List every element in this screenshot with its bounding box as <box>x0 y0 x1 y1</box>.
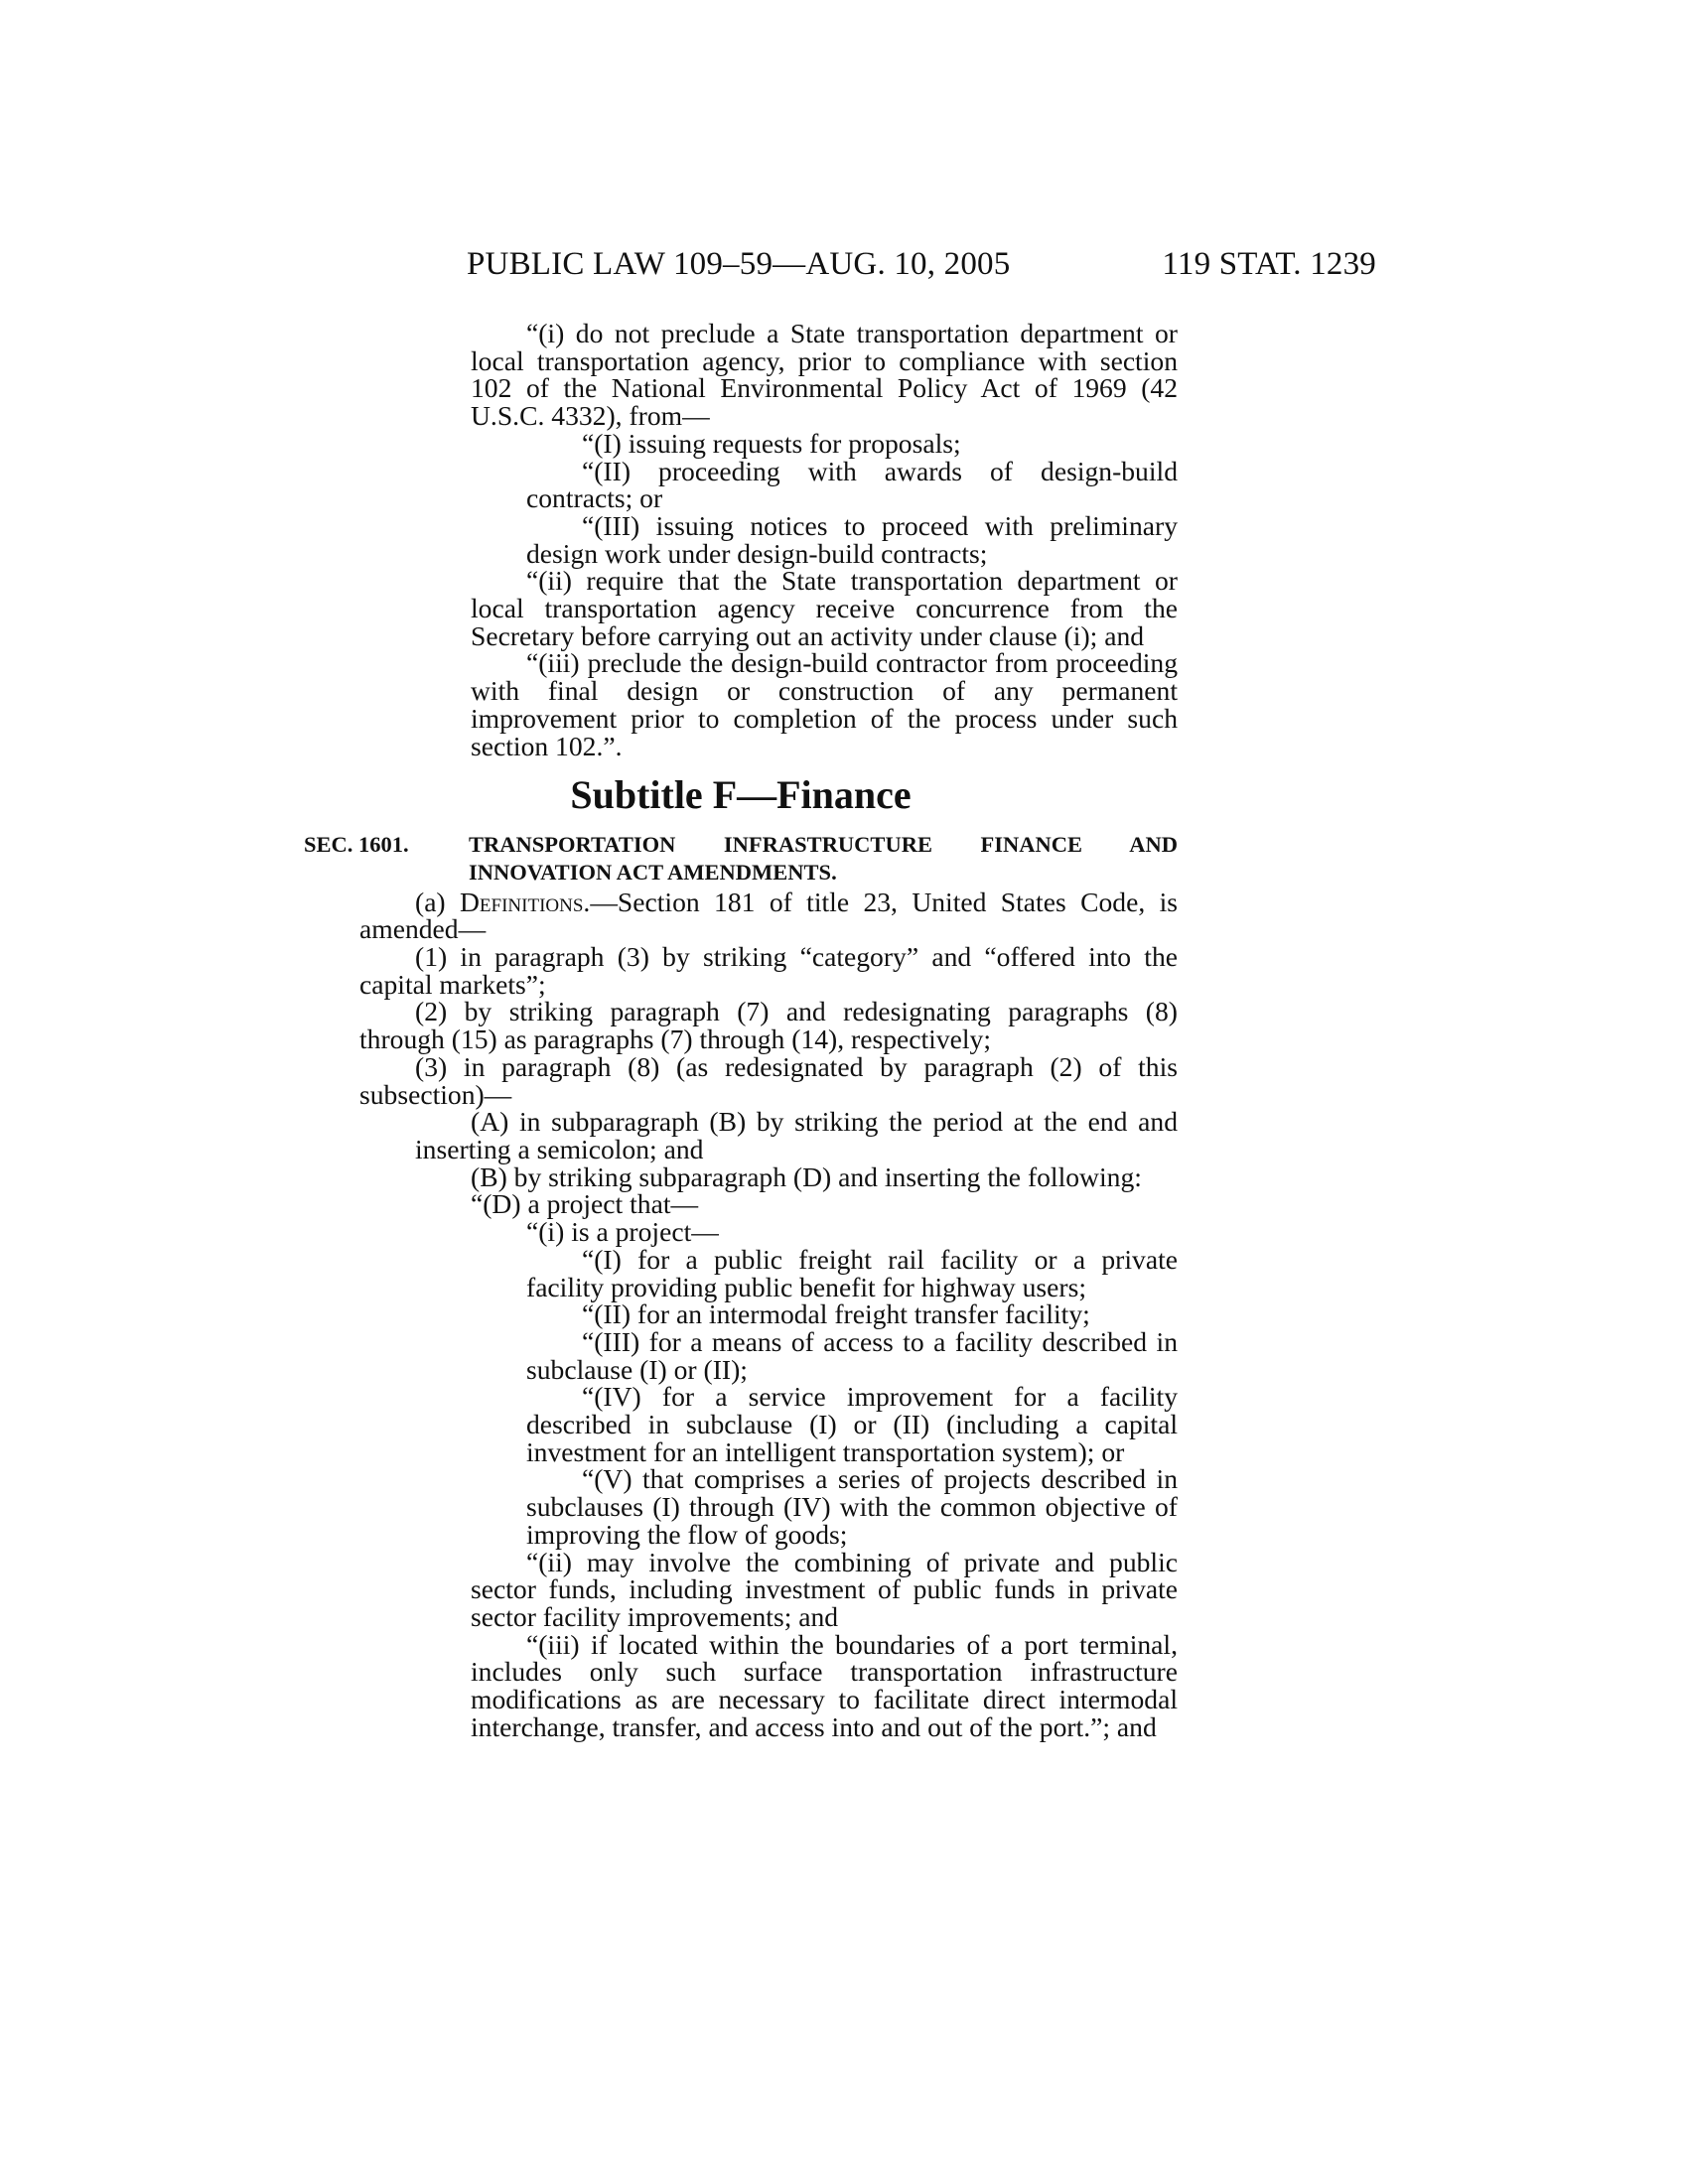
inserted-subclause-IV: “(IV) for a service improvement for a facility described in subclause (I) or (II) (including a capital investment for an intelligent transportation system); or <box>526 1381 1178 1467</box>
subsection-a-paragraph <box>304 888 1178 943</box>
clause-ii-paragraph: “(ii) require that the State transportation department or local transportation agency receive concurrence from the Secretary before carrying out an activity under clause (i); and <box>471 565 1178 651</box>
inserted-clause-i: “(i) is a project— <box>526 1216 719 1248</box>
paragraph-2: (2) by striking paragraph (7) and redesignating paragraphs (8) through (15) as paragraphs (7) through (14), respectively; <box>359 996 1178 1055</box>
clause-iii-paragraph: “(iii) preclude the design-build contractor from proceeding with final design or construction of any permanent improvement prior to completion of the process under such section 102.”. <box>471 647 1178 761</box>
inserted-subclause-I: “(I) for a public freight rail facility or a private facility providing public benefit for highway users; <box>526 1243 1178 1302</box>
section-number: SEC. 1601. <box>304 832 409 858</box>
subsection-a-heading: Definitions <box>460 886 584 917</box>
subparagraph-B: (B) by striking subparagraph (D) and inserting the following: <box>471 1160 1142 1192</box>
document-body <box>304 320 1178 1740</box>
paragraph-3: (3) in paragraph (8) (as redesignated by paragraph (2) of this subsection)— <box>359 1050 1178 1110</box>
subclause-III-paragraph: “(III) issuing notices to proceed with preliminary design work under design-build contracts; <box>526 509 1178 569</box>
section-heading <box>304 831 1178 886</box>
paragraph-1: (1) in paragraph (3) by striking “category” and “offered into the capital markets”; <box>359 941 1178 1000</box>
inserted-subclause-II: “(II) for an intermodal freight transfer facility; <box>582 1298 1090 1330</box>
subtitle-heading: Subtitle F—Finance <box>570 772 912 818</box>
clause-i-paragraph: “(i) do not preclude a State transportation department or local transportation agency, prior to compliance with section 102 of the National Environmental Policy Act of 1969 (42 U.S.C. 4332), from— <box>471 318 1178 432</box>
subsection-a-lead: (a) <box>415 886 460 917</box>
inserted-subparagraph-D: “(D) a project that— <box>471 1188 699 1220</box>
subparagraph-A: (A) in subparagraph (B) by striking the period at the end and inserting a semicolon; and <box>415 1106 1178 1164</box>
subclause-I-paragraph: “(I) issuing requests for proposals; <box>582 427 961 459</box>
inserted-clause-iii: “(iii) if located within the boundaries of a port terminal, includes only such surface transportation infrastructure modifications as are necessary to facilitate direct intermodal interchange, transfer, and access into and out of the port.”; and <box>471 1628 1178 1742</box>
inserted-subclause-III: “(III) for a means of access to a facility described in subclause (I) or (II); <box>526 1325 1178 1385</box>
inserted-clause-ii: “(ii) may involve the combining of private and public sector funds, including investment of public funds in private sector facility improvements; and <box>471 1546 1178 1632</box>
running-header-citation: PUBLIC LAW 109–59—AUG. 10, 2005 <box>467 246 1011 282</box>
subclause-II-paragraph: “(II) proceeding with awards of design-build contracts; or <box>526 455 1178 514</box>
inserted-subclause-V: “(V) that comprises a series of projects described in subclauses (I) through (IV) with the common objective of improving the flow of goods; <box>526 1463 1178 1550</box>
section-title: TRANSPORTATION INFRASTRUCTURE FINANCE AND INNOVATION ACT AMENDMENTS. <box>469 832 1178 885</box>
subsection-a-text: .—Section 181 of title 23, United States Code, is amended— <box>359 886 1178 945</box>
running-header-page-number: 119 STAT. 1239 <box>1162 246 1376 282</box>
